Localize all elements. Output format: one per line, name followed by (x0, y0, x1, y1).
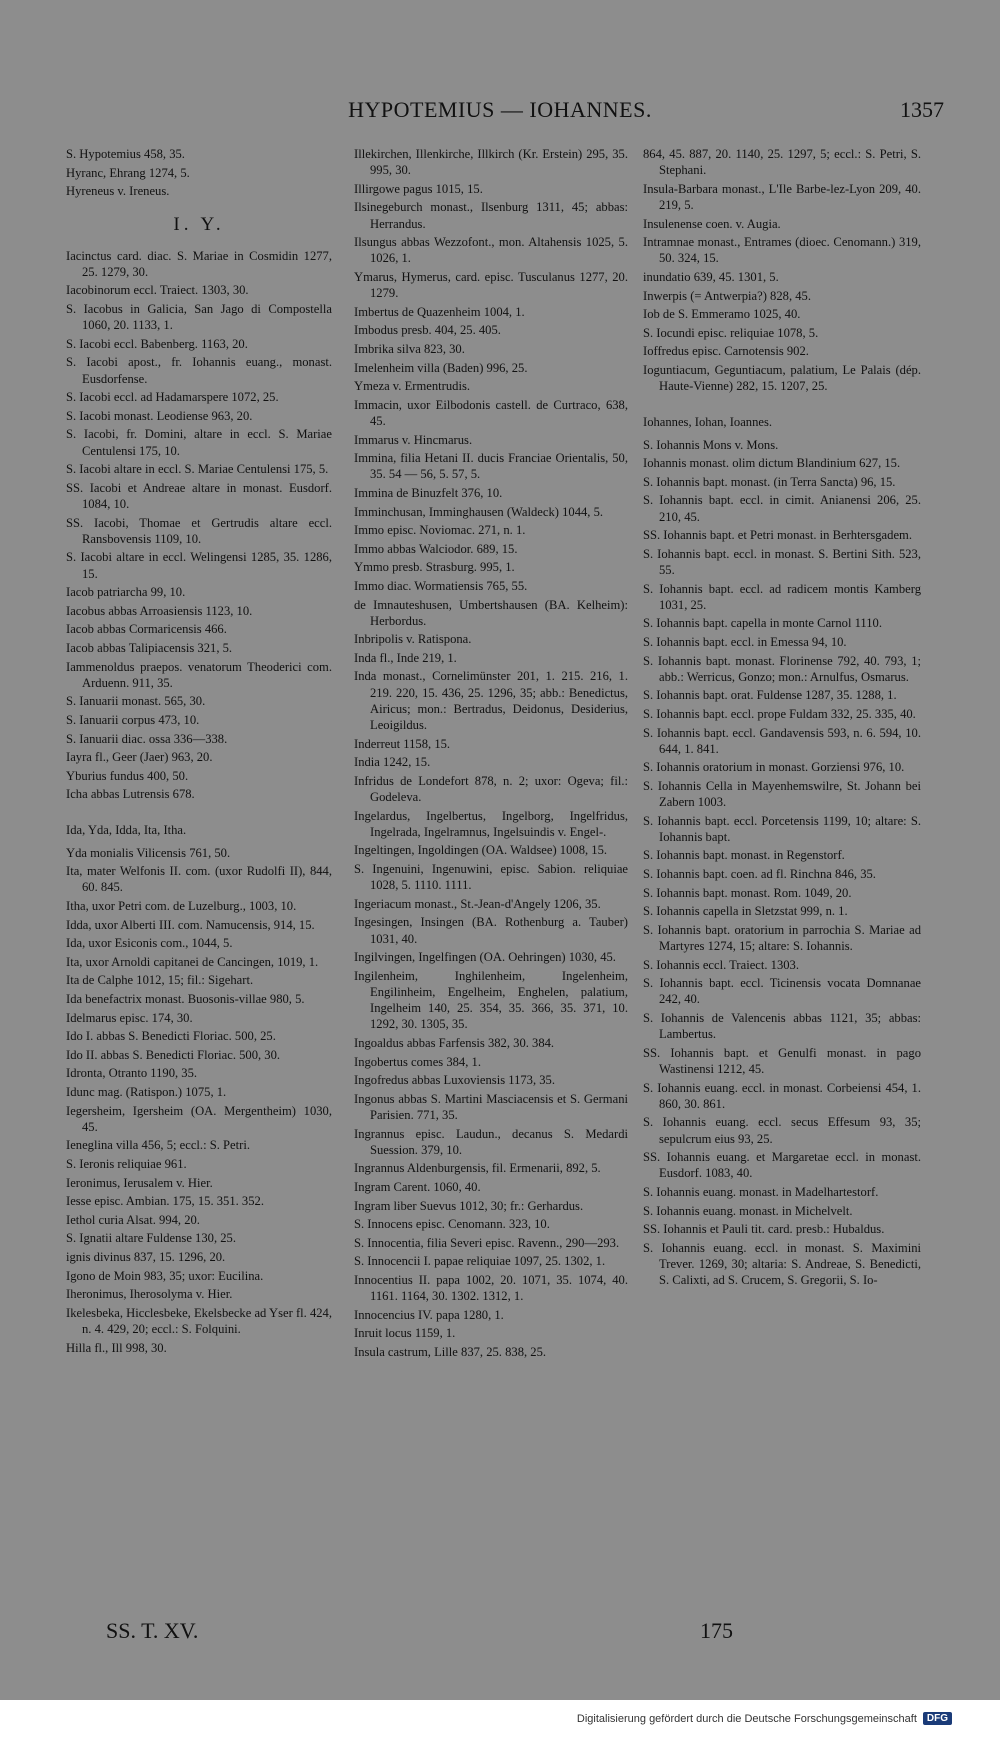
index-entry: S. Iohannis euang. eccl. secus Effesum 93, 35; sepulcrum eius 93, 25. (643, 1115, 921, 1146)
index-entry: S. Iohannis bapt. monast. Florinense 792, 40. 793, 1; abb.: Werricus, Gonzo; mon.: Arnulfus, Osmarus. (643, 653, 921, 684)
index-entry: S. Iohannis bapt. eccl. in monast. S. Bertini Sith. 523, 55. (643, 546, 921, 577)
index-entry: S. Iohannis oratorium in monast. Gorziensi 976, 10. (643, 760, 905, 775)
index-entry: Ingelardus, Ingelbertus, Ingelborg, Ingelfridus, Ingelrada, Ingelramnus, Ingelsuindis v. Engel-. (354, 808, 628, 839)
index-entry: SS. Iacobi et Andreae altare in monast. Eusdorf. 1084, 10. (66, 480, 332, 511)
index-entry: Ingilenheim, Inghilenheim, Ingelenheim, Engilinheim, Engelheim, Enghelen, palatium, Ingelheim 140, 25. 354, 35. 366, 35. 371, 10. 1292, 30. 1305, 35. (354, 968, 628, 1032)
index-entry: Immo episc. Noviomac. 271, n. 1. (354, 523, 526, 538)
index-entry: Iacobinorum eccl. Traiect. 1303, 30. (66, 283, 249, 298)
index-entry: Ilsinegeburch monast., Ilsenburg 1311, 45; abbas: Herrandus. (354, 200, 628, 231)
index-entry: Ido II. abbas S. Benedicti Floriac. 500, 30. (66, 1047, 281, 1062)
index-entry: Ingoaldus abbas Farfensis 382, 30. 384. (354, 1036, 555, 1051)
index-entry: S. Iohannis euang. monast. in Michelvelt. (643, 1203, 853, 1218)
index-entry: S. Iocundi episc. reliquiae 1078, 5. (643, 325, 819, 340)
dfg-logo: DFG (923, 1712, 952, 1725)
index-entry: Immacin, uxor Eilbodonis castell. de Curtraco, 638, 45. (354, 397, 628, 428)
index-entry: Iheronimus, Iherosolyma v. Hier. (66, 1287, 233, 1302)
index-entry: S. Ieronis reliquiae 961. (66, 1157, 187, 1171)
index-entry: 864, 45. 887, 20. 1140, 25. 1297, 5; eccl.: S. Petri, S. Stephani. (643, 147, 921, 178)
index-entry: SS. Iohannis et Pauli tit. card. presb.: Hubaldus. (643, 1222, 885, 1237)
index-entry: Intramnae monast., Entrames (dioec. Cenomann.) 319, 50. 324, 15. (643, 235, 921, 266)
index-entry: Inda fl., Inde 219, 1. (354, 650, 457, 665)
index-entry: Ingram Carent. 1060, 40. (354, 1180, 481, 1195)
index-entry: S. Iohannis bapt. monast. Rom. 1049, 20. (643, 885, 852, 900)
sheet-number: 175 (700, 1618, 733, 1643)
index-entry: Infridus de Londefort 878, n. 2; uxor: Ogeva; fil.: Godeleva. (354, 773, 628, 805)
index-entry: S. Innocentia, filia Severi episc. Ravenn., 290—293. (354, 1235, 620, 1250)
index-entry: Immo abbas Walciodor. 689, 15. (354, 541, 518, 556)
index-entry: S. Ianuarii monast. 565, 30. (66, 694, 206, 709)
index-entry: Immina de Binuzfelt 376, 10. (354, 485, 503, 500)
index-entry: S. Iohannis euang. eccl. in monast. Corbeiensi 454, 1. 860, 30. 861. (643, 1080, 921, 1111)
index-entry: S. Iohannis bapt. capella in monte Carnol 1110. (643, 616, 882, 631)
index-column-middle (354, 146, 628, 1363)
index-entry: Iohannis monast. olim dictum Blandinium 627, 15. (643, 456, 901, 471)
index-entry: Innocentius II. papa 1002, 20. 1071, 35. 1074, 40. 1161. 1164, 30. 1302. 1312, 1. (354, 1272, 628, 1304)
index-entry: Yburius fundus 400, 50. (66, 768, 189, 783)
index-entry: Iacob patriarcha 99, 10. (66, 585, 186, 600)
index-entry: Inwerpis (= Antwerpia?) 828, 45. (643, 288, 811, 303)
index-entry: Inderreut 1158, 15. (354, 736, 451, 751)
index-entry: Ingesingen, Insingen (BA. Rothenburg a. Tauber) 1031, 40. (354, 915, 628, 946)
index-entry: S. Iacobi apost., fr. Iohannis euang., monast. Eusdorfense. (66, 355, 332, 386)
index-entry: S. Iacobi altare in eccl. Welingensi 1285, 35. 1286, 15. (66, 550, 332, 581)
index-entry: Innocencius IV. papa 1280, 1. (354, 1307, 504, 1322)
index-entry: de Imnauteshusen, Umbertshausen (BA. Kelheim): Herbordus. (354, 597, 628, 628)
index-column-left (66, 146, 332, 1358)
volume-signature: SS. T. XV. (106, 1618, 199, 1643)
index-entry: Ingrannus episc. Laudun., decanus S. Medardi Suession. 379, 10. (354, 1126, 628, 1157)
index-entry: Ita de Calphe 1012, 15; fil.: Sigehart. (66, 973, 254, 988)
index-entry: Imbertus de Quazenheim 1004, 1. (354, 304, 525, 319)
index-entry: Ingilvingen, Ingelfingen (OA. Oehringen) 1030, 45. (354, 950, 616, 965)
index-entry: S. Iohannis eccl. Traiect. 1303. (643, 957, 800, 972)
index-entry: Idronta, Otranto 1190, 35. (66, 1066, 198, 1081)
index-entry: S. Iohannis bapt. orat. Fuldense 1287, 35. 1288, 1. (643, 688, 897, 703)
index-entry: S. Ignatii altare Fuldense 130, 25. (66, 1231, 236, 1246)
index-entry: S. Iohannis Cella in Mayenhemswilre, St. Johann bei Zabern 1003. (643, 778, 921, 810)
index-entry: S. Iohannis capella in Sletzstat 999, n. 1. (643, 904, 848, 919)
index-entry: S. Hypotemius 458, 35. (66, 147, 185, 161)
index-entry: S. Iohannis bapt. eccl. ad radicem montis Kamberg 1031, 25. (643, 581, 921, 612)
index-entry: Idda, uxor Alberti III. com. Namucensis, 914, 15. (66, 917, 315, 932)
index-entry: S. Iohannis euang. monast. in Madelhartestorf. (643, 1185, 879, 1200)
index-entry: Ieneglina villa 456, 5; eccl.: S. Petri. (66, 1138, 250, 1153)
index-entry: SS. Iohannis euang. et Margaretae eccl. in monast. Eusdorf. 1083, 40. (643, 1150, 921, 1181)
index-entry: Iob de S. Emmeramo 1025, 40. (643, 307, 801, 322)
index-entry: Itha, uxor Petri com. de Luzelburg., 1003, 10. (66, 899, 297, 914)
index-entry: S. Iacobi altare in eccl. S. Mariae Centulensi 175, 5. (66, 462, 329, 477)
index-entry: Imbrika silva 823, 30. (354, 341, 465, 356)
index-entry: Hilla fl., Ill 998, 30. (66, 1340, 167, 1355)
index-entry: Ieronimus, Ierusalem v. Hier. (66, 1175, 213, 1190)
credit-text: Digitalisierung gefördert durch die Deutsche Forschungsgemeinschaft (576, 1712, 917, 1725)
index-entry: S. Iohannis bapt. eccl. Ticinensis vocata Domnanae 242, 40. (643, 976, 921, 1007)
index-entry: S. Iohannis bapt. eccl. Gandavensis 593, n. 6. 594, 10. 644, 1. 841. (643, 725, 921, 756)
index-entry: Ido I. abbas S. Benedicti Floriac. 500, 25. (66, 1029, 276, 1044)
index-entry: Immo diac. Wormatiensis 765, 55. (354, 578, 528, 593)
index-entry: SS. Iohannis bapt. et Petri monast. in Berhtersgadem. (643, 528, 912, 543)
index-entry: Ilsungus abbas Wezzofont., mon. Altahensis 1025, 5. 1026, 1. (354, 235, 628, 266)
index-entry: Iacob abbas Cormaricensis 466. (66, 622, 227, 637)
index-entry: Ymeza v. Ermentrudis. (354, 379, 470, 394)
index-entry: S. Iohannis bapt. monast. in Regenstorf. (643, 848, 845, 863)
page-number: 1357 (900, 97, 944, 122)
index-entry: Iacob abbas Talipiacensis 321, 5. (66, 640, 233, 655)
index-entry: Imbodus presb. 404, 25. 405. (354, 323, 501, 338)
index-entry: Imelenheim villa (Baden) 996, 25. (354, 360, 528, 375)
index-entry: Insula castrum, Lille 837, 25. 838, 25. (354, 1344, 547, 1359)
index-entry: Iacobus abbas Arroasiensis 1123, 10. (66, 603, 253, 618)
index-entry: Hyranc, Ehrang 1274, 5. (66, 165, 190, 180)
index-entry: Yda monialis Vilicensis 761, 50. (66, 845, 231, 860)
index-entry: S. Iohannis bapt. coen. ad fl. Rinchna 846, 35. (643, 867, 876, 882)
index-entry: Idelmarus episc. 174, 30. (66, 1010, 193, 1025)
index-entry: Inruit locus 1159, 1. (354, 1326, 456, 1341)
index-entry: Insulenense coen. v. Augia. (643, 216, 781, 231)
index-entry: S. Iacobus in Galicia, San Jago di Compostella 1060, 20. 1133, 1. (66, 301, 332, 333)
index-entry: Ingofredus abbas Luxoviensis 1173, 35. (354, 1073, 556, 1088)
index-entry: S. Ingenuini, Ingenuwini, episc. Sabion. reliquiae 1028, 5. 1110. 1111. (354, 862, 628, 893)
index-entry: Ioguntiacum, Geguntiacum, palatium, Le Palais (dép. Haute-Vienne) 282, 15. 1207, 25. (643, 362, 921, 394)
subsection-heading: Iohannes, Iohan, Ioannes. (643, 415, 773, 430)
index-entry: Ingeriacum monast., St.-Jean-d'Angely 1206, 35. (354, 896, 601, 911)
index-entry: Idunc mag. (Ratispon.) 1075, 1. (66, 1085, 227, 1100)
index-entry: Inbripolis v. Ratispona. (354, 632, 472, 647)
index-entry: SS. Iohannis bapt. et Genulfi monast. in pago Wastinensi 1212, 45. (643, 1045, 921, 1077)
subsection-heading: Ida, Yda, Idda, Ita, Itha. (66, 823, 187, 838)
index-entry: ignis divinus 837, 15. 1296, 20. (66, 1249, 226, 1264)
index-entry: S. Ianuarii diac. ossa 336—338. (66, 731, 228, 746)
index-entry: S. Iohannis bapt. oratorium in parrochia S. Mariae ad Martyres 1274, 15; altare: S. Iohannis. (643, 922, 921, 954)
index-entry: Ingeltingen, Ingoldingen (OA. Waldsee) 1008, 15. (354, 843, 608, 858)
index-entry: S. Iacobi monast. Leodiense 963, 20. (66, 408, 253, 423)
index-entry: S. Iohannis bapt. eccl. Porcetensis 1199, 10; altare: S. Iohannis bapt. (643, 813, 921, 844)
index-entry: India 1242, 15. (354, 755, 431, 770)
index-entry: Imminchusan, Imminghausen (Waldeck) 1044, 5. (354, 504, 604, 519)
index-entry: S. Innocens episc. Cenomann. 323, 10. (354, 1217, 550, 1232)
index-entry: S. Iohannis bapt. monast. (in Terra Sancta) 96, 15. (643, 474, 896, 489)
index-entry: S. Iohannis de Valencenis abbas 1121, 35; abbas: Lambertus. (643, 1011, 921, 1042)
index-entry: Ingonus abbas S. Martini Masciacensis et S. Germani Parisien. 771, 35. (354, 1091, 628, 1123)
index-entry: S. Iacobi eccl. Babenberg. 1163, 20. (66, 336, 248, 351)
index-entry: S. Iacobi eccl. ad Hadamarspere 1072, 25. (66, 390, 279, 405)
index-entry: Immina, filia Hetani II. ducis Franciae Orientalis, 50, 35. 54 — 56, 5. 57, 5. (354, 451, 628, 482)
index-entry: Ymarus, Hymerus, card. episc. Tusculanus 1277, 20. 1279. (354, 269, 628, 301)
index-entry: Iayra fl., Geer (Jaer) 963, 20. (66, 750, 213, 765)
index-entry: S. Ianuarii corpus 473, 10. (66, 712, 200, 727)
index-entry: Iethol curia Alsat. 994, 20. (66, 1212, 200, 1227)
index-entry: S. Innocencii I. papae reliquiae 1097, 25. 1302, 1. (354, 1254, 606, 1269)
index-entry: SS. Iacobi, Thomae et Gertrudis altare eccl. Ransbovensis 1109, 10. (66, 515, 332, 546)
index-entry: S. Iohannis bapt. eccl. prope Fuldam 332, 25. 335, 40. (643, 706, 916, 721)
index-entry: Icha abbas Lutrensis 678. (66, 787, 195, 802)
index-entry: Ita, mater Welfonis II. com. (uxor Rudolfi II), 844, 60. 845. (66, 864, 332, 895)
index-entry: Illirgowe pagus 1015, 15. (354, 181, 483, 196)
index-entry: inundatio 639, 45. 1301, 5. (643, 269, 779, 284)
index-entry: Immarus v. Hincmarus. (354, 432, 473, 447)
index-entry: Ioffredus episc. Carnotensis 902. (643, 344, 809, 359)
index-entry: Iacinctus card. diac. S. Mariae in Cosmidin 1277, 25. 1279, 30. (66, 248, 332, 279)
index-entry: Ida benefactrix monast. Buosonis-villae 980, 5. (66, 992, 305, 1007)
index-entry: Iammenoldus praepos. venatorum Theoderici com. Arduenn. 911, 35. (66, 659, 332, 690)
index-entry: Iegersheim, Igersheim (OA. Mergentheim) 1030, 45. (66, 1103, 332, 1134)
index-entry: S. Iohannis bapt. eccl. in Emessa 94, 10. (643, 634, 847, 649)
index-entry: Hyreneus v. Ireneus. (66, 184, 170, 199)
index-entry: Ingrannus Aldenburgensis, fil. Ermenarii, 892, 5. (354, 1161, 601, 1176)
index-entry: Ikelesbeka, Hicclesbeke, Ekelsbecke ad Yser fl. 424, n. 4. 429, 20; eccl.: S. Folquini. (66, 1305, 332, 1336)
index-entry: Ida, uxor Esiconis com., 1044, 5. (66, 936, 233, 951)
index-entry: S. Iohannis euang. eccl. in monast. S. Maximini Trever. 1269, 30; altaria: S. Andreae, S. Benedicti, S. Calixti, ad S. Crucem, S. Gregorii, S. Io- (643, 1240, 921, 1288)
section-heading: I. Y. (173, 214, 225, 236)
index-entry: Ymmo presb. Strasburg. 995, 1. (354, 560, 515, 575)
index-entry: Ingram liber Suevus 1012, 30; fr.: Gerhardus. (354, 1198, 584, 1213)
index-entry: S. Iohannis Mons v. Mons. (643, 437, 779, 452)
index-entry: Insula-Barbara monast., L'Ile Barbe-lez-Lyon 209, 40. 219, 5. (643, 181, 921, 212)
index-entry: S. Iacobi, fr. Domini, altare in eccl. S. Mariae Centulensi 175, 10. (66, 427, 332, 458)
index-entry: Ingobertus comes 384, 1. (354, 1054, 481, 1069)
page-title: HYPOTEMIUS — IOHANNES. (348, 97, 652, 122)
digitization-credit (577, 1712, 952, 1725)
index-entry: Inda monast., Cornelimünster 201, 1. 215. 216, 1. 219. 220, 15. 436, 25. 1296, 35; abb.: Benedictus, Airicus; mon.: Bertradus, Deidonus, Desiderius, Leoigildus. (354, 669, 628, 733)
index-column-right (643, 146, 921, 1291)
index-entry: Iesse episc. Ambian. 175, 15. 351. 352. (66, 1194, 264, 1209)
index-entry: S. Iohannis bapt. eccl. in cimit. Anianensi 206, 25. 210, 45. (643, 493, 921, 524)
index-entry: Illekirchen, Illenkirche, Illkirch (Kr. Erstein) 295, 35. 995, 30. (354, 147, 628, 178)
index-entry: Ita, uxor Arnoldi capitanei de Cancingen, 1019, 1. (66, 954, 319, 969)
index-entry: Igono de Moin 983, 35; uxor: Eucilina. (66, 1268, 264, 1283)
